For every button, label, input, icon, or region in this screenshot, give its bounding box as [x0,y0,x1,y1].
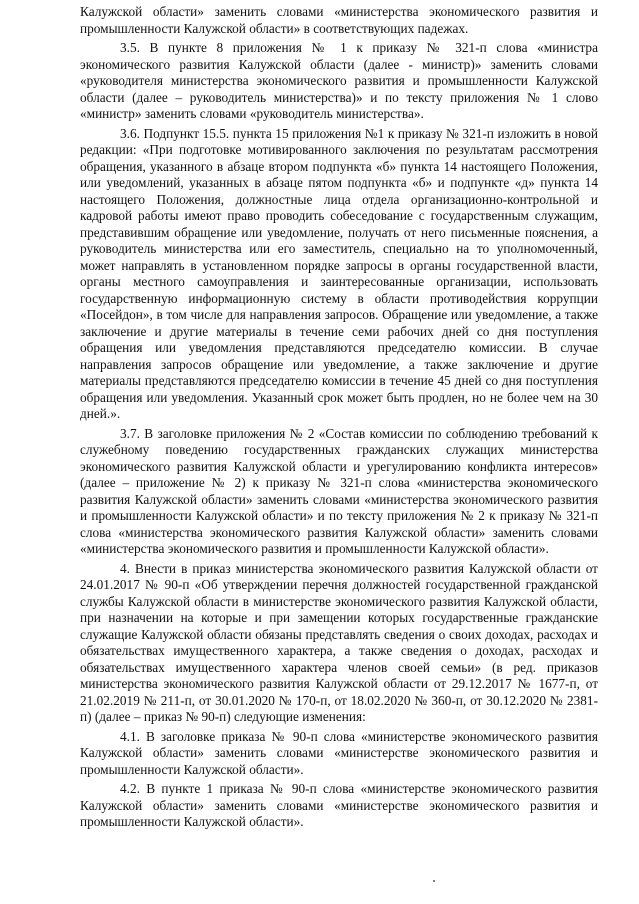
scan-speck [433,880,435,882]
document-page [80,4,598,831]
paragraph-3-7: 3.7. В заголовке приложения № 2 «Состав комиссии по соблюдению требований к служебному поведению государственных гражданских служащих министерства экономического развития Калужской области и урегулированию конфликта интересов» (далее – приложение № 2) к приказу № 321-п слова «министерства экономического развития Калужской области» заменить словами «министерства экономического развития и промышленности Калужской области» и по тексту приложения № 2 к приказу № 321-п слова «министерства экономического развития Калужской области» заменить словами «министерства экономического развития и промышленности Калужской области». [80,425,598,556]
paragraph-continuation: Калужской области» заменить словами «министерства экономического развития и промышленности Калужской области» в соответствующих падежах. [80,4,598,36]
paragraph-3-6: 3.6. Подпункт 15.5. пункта 15 приложения №1 к приказу № 321-п изложить в новой редакции: «При подготовке мотивированного заключения по результатам рассмотрения обращения, указанного в абзаце втором подпункта «б» пункта 14 настоящего Положения, или уведомлений, указанных в абзаце пятом подпункта «б» и подпункте «д» пункта 14 настоящего Положения, должностные лица отдела организационно-контрольной и кадровой работы имеют право проводить собеседование с государственным служащим, представившим обращение или уведомление, получать от него письменные пояснения, а руководитель министерства или его заместитель, специально на то уполномоченный, может направлять в установленном порядке запросы в органы государственной власти, органы местного самоуправления и заинтересованные организации, использовать государственную информационную систему в области противодействия коррупции «Посейдон», в том числе для направления запросов. Обращение или уведомление, а также заключение и другие материалы в течение семи рабочих дней со дня поступления обращения или уведомления представляются председателю комиссии. В случае направления запросов обращение или уведомление, а также заключение и другие материалы представляются председателю комиссии в течение 45 дней со дня поступления обращения или уведомления. Указанный срок может быть продлен, но не более чем на 30 дней.». [80,125,598,421]
paragraph-4: 4. Внести в приказ министерства экономического развития Калужской области от 24.01.2017 № 90-п «Об утверждении перечня должностей государственной гражданской службы Калужской области в министерстве экономического развития Калужской области, при назначении на которые и при замещении которых государственные гражданские служащие Калужской области обязаны представлять сведения о своих доходах, расходах и обязательствах имущественного характера, а также сведения о доходах, расходах и обязательствах имущественного характера членов своей семьи» (в ред. приказов министерства экономического развития Калужской области от 29.12.2017 № 1677-п, от 21.02.2019 № 211-п, от 30.01.2020 № 170-п, от 18.02.2020 № 360-п, от 30.12.2020 № 2381-п) (далее – приказ № 90-п) следующие изменения: [80,560,598,724]
paragraph-4-1: 4.1. В заголовке приказа № 90-п слова «министерстве экономического развития Калужской области» заменить словами «министерстве экономического развития и промышленности Калужской области». [80,728,598,777]
paragraph-3-5: 3.5. В пункте 8 приложения № 1 к приказу № 321-п слова «министра экономического развития Калужской области (далее - министр)» заменить словами «руководителя министерства экономического развития и промышленности Калужской области (далее – руководитель министерства)» и по тексту приложения № 1 слово «министр» заменить словами «руководитель министерства». [80,40,598,121]
paragraph-4-2: 4.2. В пункте 1 приказа № 90-п слова «министерстве экономического развития Калужской области» заменить словами «министерстве экономического развития и промышленности Калужской области». [80,781,598,829]
